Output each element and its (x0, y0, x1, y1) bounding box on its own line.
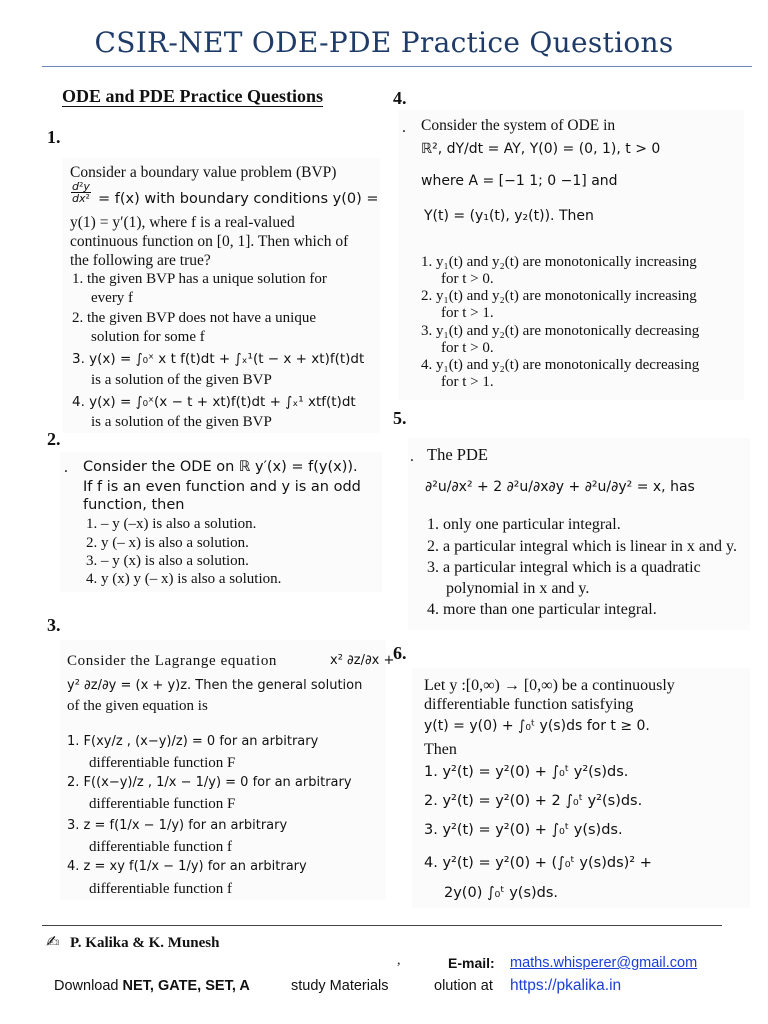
q5-option-2: 2. a particular integral which is linear in x and y. (427, 538, 737, 555)
q6-option-2: 2. y²(t) = y²(0) + 2 ∫₀ᵗ y²(s)ds. (424, 793, 643, 809)
author-credit: P. Kalika & K. Munesh (70, 935, 220, 951)
q1-stem-line-e: the following are true? (70, 252, 211, 269)
q1-option-1: 1. the given BVP has a unique solution for (72, 271, 327, 287)
q4-option-4: 4. y₁(t) and y₂(t) are monotonically decreasing (421, 357, 700, 373)
q4-stem-line-d: Y(t) = (y₁(t), y₂(t)). Then (424, 208, 594, 224)
q2-option-1: 1. – y (–x) is also a solution. (86, 516, 257, 532)
q4-option-2: 2. y₁(t) and y₂(t) are monotonically increasing (421, 288, 697, 304)
q3-option-3: 3. z = f(1/x − 1/y) for an arbitrary (67, 818, 288, 833)
question-number-3: 3. (47, 615, 61, 635)
q3-option-3-cont: differentiable function f (89, 839, 232, 855)
q2-option-2: 2. y (– x) is also a solution. (86, 535, 249, 551)
q2-option-4: 4. y (x) y (– x) is also a solution. (86, 571, 282, 587)
q1-stem-line-a: Consider a boundary value problem (BVP) (70, 164, 337, 181)
q2-dot: . (64, 459, 68, 476)
q3-option-4-cont: differentiable function f (89, 881, 232, 897)
section-title: ODE and PDE Practice Questions (62, 86, 323, 106)
q4-option-3-cont: for t > 0. (441, 340, 494, 356)
q2-stem-line-a: Consider the ODE on ℝ y′(x) = f(y(x)). (83, 459, 358, 475)
q3-stem-math: x² ∂z/∂x + (330, 653, 395, 668)
q5-stem-line-a: The PDE (427, 445, 488, 464)
q4-stem-line-b: ℝ², dY/dt = AY, Y(0) = (0, 1), t > 0 (421, 141, 661, 157)
question-number-4: 4. (393, 88, 407, 108)
q1-stem-line-c: y(1) = y′(1), where f is a real-valued (70, 214, 295, 231)
download-study-materials: study Materials (291, 978, 389, 994)
q4-stem-line-a: Consider the system of ODE in (421, 117, 616, 134)
q5-stem-line-b: ∂²u/∂x² + 2 ∂²u/∂x∂y + ∂²u/∂y² = x, has (425, 479, 695, 495)
q3-option-4: 4. z = xy f(1/x − 1/y) for an arbitrary (67, 859, 307, 874)
q6-option-4: 4. y²(t) = y²(0) + (∫₀ᵗ y(s)ds)² + (424, 855, 652, 871)
q4-option-2-cont: for t > 1. (441, 305, 494, 321)
q1-option-4: 4. y(x) = ∫₀ˣ(x − t + xt)f(t)dt + ∫ₓ¹ xtf(t)dt (72, 394, 356, 410)
email-link[interactable]: maths.whisperer@gmail.com (510, 955, 698, 971)
q3-option-2-cont: differentiable function F (89, 796, 236, 812)
q1-option-3-cont: is a solution of the given BVP (91, 372, 272, 388)
q1-stem-line-b: = f(x) with boundary conditions y(0) = (98, 191, 379, 207)
q5-option-1: 1. only one particular integral. (427, 516, 621, 533)
q4-option-4-cont: for t > 1. (441, 374, 494, 390)
q4-dot: . (402, 119, 406, 136)
q6-stem-line-b: differentiable function satisfying (424, 696, 634, 713)
q4-option-1-cont: for t > 0. (441, 271, 494, 287)
q5-option-3-cont: polynomial in x and y. (446, 580, 590, 597)
question-number-6: 6. (393, 643, 407, 663)
q6-stem-line-d: Then (424, 741, 457, 758)
q6-stem-line-a: Let y :[0,∞) → [0,∞) be a continuously (424, 677, 675, 694)
title-divider (42, 66, 752, 67)
solution-text: olution at (434, 978, 493, 994)
q1-stem-line-d: continuous function on [0, 1]. Then which of (70, 233, 349, 250)
q1-option-2: 2. the given BVP does not have a unique (72, 310, 316, 326)
q5-option-4: 4. more than one particular integral. (427, 601, 657, 618)
question-number-2: 2. (47, 429, 61, 449)
download-text (54, 978, 250, 994)
q3-stem-line-a: Consider the Lagrange equation (67, 653, 278, 669)
q4-option-1: 1. y₁(t) and y₂(t) are monotonically increasing (421, 254, 697, 270)
q4-option-3: 3. y₁(t) and y₂(t) are monotonically decreasing (421, 323, 700, 339)
q3-option-1: 1. F(xy/z , (x−y)/z) = 0 for an arbitrary (67, 734, 319, 749)
q3-option-1-cont: differentiable function F (89, 755, 236, 771)
q1-option-3: 3. y(x) = ∫₀ˣ x t f(t)dt + ∫ₓ¹(t − x + xt)f(t)dt (72, 351, 365, 367)
q5-dot: . (410, 448, 414, 465)
download-exams: NET, GATE, SET, A (122, 978, 250, 994)
q1-derivative (70, 181, 92, 204)
writing-hand-icon: ✍ (46, 932, 60, 951)
q5-option-3: 3. a particular integral which is a quadratic (427, 559, 701, 576)
footer-divider (42, 925, 722, 926)
q6-option-3: 3. y²(t) = y²(0) + ∫₀ᵗ y(s)ds. (424, 822, 623, 838)
page-title: CSIR-NET ODE-PDE Practice Questions (94, 26, 674, 59)
footer-comma: , (397, 953, 401, 968)
q6-option-4-cont: 2y(0) ∫₀ᵗ y(s)ds. (444, 885, 559, 901)
q1-d2y-dx2-fraction: $\frac{\text{d²y}}{\text{dx²}}$ (72, 180, 90, 205)
q1-option-4-cont: is a solution of the given BVP (91, 414, 272, 430)
download-prefix: Download (54, 978, 123, 994)
q3-stem-line-c: of the given equation is (67, 698, 208, 714)
q3-option-2: 2. F((x−y)/z , 1/x − 1/y) = 0 for an arbitrary (67, 775, 352, 790)
q6-stem-line-c: y(t) = y(0) + ∫₀ᵗ y(s)ds for t ≥ 0. (424, 718, 650, 734)
q2-option-3: 3. – y (x) is also a solution. (86, 553, 249, 569)
email-label: E-mail: (448, 955, 495, 971)
question-number-5: 5. (393, 408, 407, 428)
q1-option-1-cont: every f (91, 290, 134, 306)
website-link[interactable]: https://pkalika.in (510, 977, 622, 994)
q3-stem-line-b: y² ∂z/∂y = (x + y)z. Then the general solution (67, 678, 363, 693)
q2-stem-line-c: function, then (83, 497, 185, 513)
q2-stem-line-b: If f is an even function and y is an odd (83, 479, 361, 495)
question-number-1: 1. (47, 127, 61, 147)
q6-option-1: 1. y²(t) = y²(0) + ∫₀ᵗ y²(s)ds. (424, 764, 629, 780)
q1-option-2-cont: solution for some f (91, 329, 205, 345)
q4-stem-line-c: where A = [−1 1; 0 −1] and (421, 173, 618, 189)
